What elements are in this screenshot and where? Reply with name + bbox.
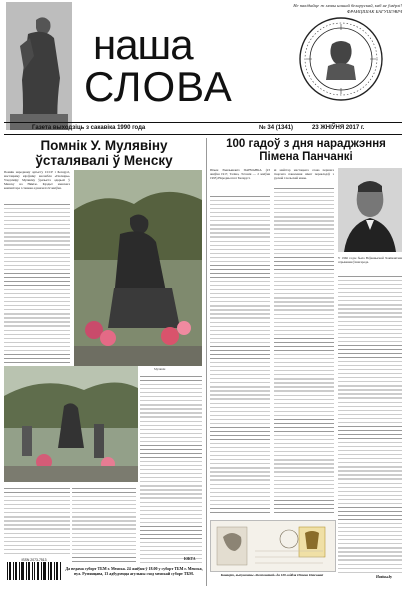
right-col1-text bbox=[210, 194, 270, 516]
right-col3-text bbox=[338, 274, 402, 574]
masthead-motto: Не пакідайце ж мовы нашай беларускай, каб не ўмёрлі! bbox=[293, 3, 402, 8]
left-lower-col2 bbox=[72, 486, 136, 564]
commemorative-envelope bbox=[210, 520, 336, 572]
left-article-signature: ЮКТА bbox=[184, 557, 196, 561]
left-lower-col1 bbox=[4, 486, 70, 556]
barcode bbox=[6, 558, 62, 584]
right-article-headline: 100 гадоў з дня нараджэння Пімена Панчанкі bbox=[226, 138, 386, 163]
bottom-notice: Да ведама суборт ТБМ г. Менска. 24 жніўня ў 18.00 у суборт ТБМ г. Менска, вул. Румянцава, 13 адбудзецца агульны сход менскай суборт ТБМ. bbox=[65, 566, 203, 576]
masthead-date: 23 ЖНІЎНЯ 2017 г. bbox=[312, 125, 365, 131]
masthead-motto-author: ФРАНЦІШАК БАГУШЭВІЧ bbox=[346, 9, 402, 14]
tbm-seal-emblem bbox=[298, 16, 384, 102]
right-article-signature: Навіны.by bbox=[376, 575, 392, 579]
masthead-title-line1: наша bbox=[93, 21, 193, 68]
left-article-headline: Помнік У. Мулявіну ўсталявалі ў Менску bbox=[35, 138, 173, 168]
envelope-caption: Канверт, выпушчаны «Белпоштай» да 100-годдзя Пімена Панчанкі bbox=[220, 573, 324, 577]
right-col3-start: У 1966 годзе была Ваўкавыскай Хакімавічам атрыманая ўзнагарода. bbox=[338, 256, 402, 265]
masthead bbox=[0, 0, 406, 132]
left-article bbox=[4, 138, 204, 586]
mulyavin-crowd-photo bbox=[4, 366, 138, 482]
panchanka-portrait-photo bbox=[338, 168, 402, 252]
right-col2-start: ві майстар мастацкага слова першага творчага пакалення шмат перакладаў з рускай і польскай мовы. bbox=[274, 168, 334, 181]
left-article-lead: Помнік народнаму артысту СССР і Беларусі, мастацкаму кіраўніку ансамбля «Песняры» Уладзіміру Мулявіну ўрачыста адкрылі ў Менску на Нямізе. Крэдыт менскага кампазітара і спевака адзначалі 22 жніўня. bbox=[4, 170, 70, 191]
masthead-since: Газета выходзіць з сакавіка 1990 года bbox=[32, 125, 146, 131]
mulyavin-monument-photo bbox=[74, 170, 202, 366]
issn-label: ISSN 2073-7513 bbox=[21, 558, 47, 562]
right-article bbox=[210, 138, 402, 586]
left-photo-caption: Мулявін bbox=[154, 367, 166, 371]
masthead-title-line2: СЛОВА bbox=[84, 63, 233, 110]
masthead-statue-photo bbox=[6, 2, 72, 130]
right-col2-text bbox=[274, 186, 334, 516]
left-mid-col3 bbox=[140, 374, 202, 564]
masthead-issue: № 34 (1341) bbox=[259, 125, 294, 131]
column-divider bbox=[206, 138, 207, 586]
right-article-lead: Пімен Емяльянавіч ПАНЧАНКА (23 жніўня 1917, Таліна, Эстонія — 2 жніўня 1995) Народны паэт Беларусі. bbox=[210, 168, 270, 181]
masthead-info-bar bbox=[4, 122, 402, 135]
